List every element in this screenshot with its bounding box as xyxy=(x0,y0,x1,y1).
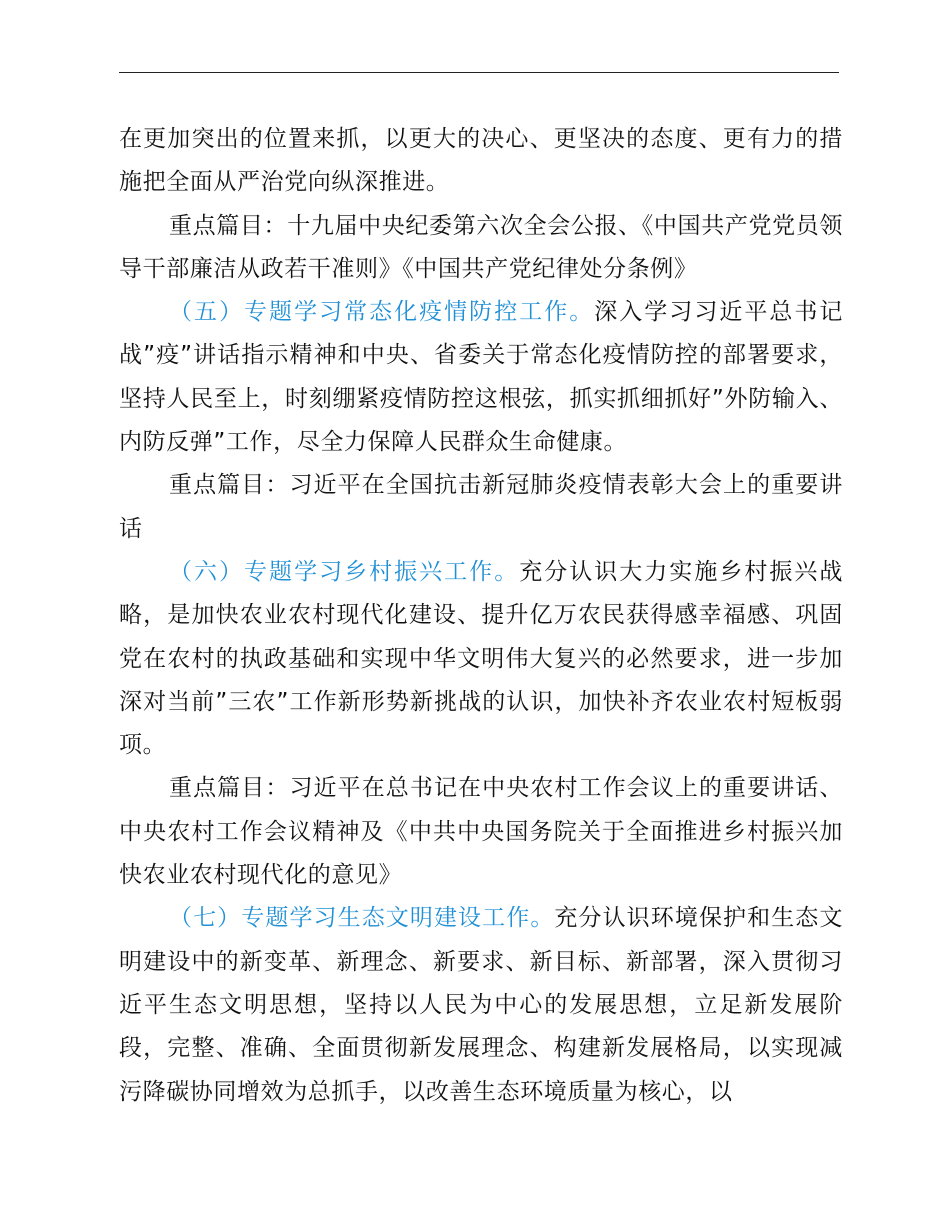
paragraph-text: 在更加突出的位置来抓，以更大的决心、更坚决的态度、更有力的措施把全面从严治党向纵深推进。 xyxy=(119,126,843,196)
paragraph-text: 重点篇目：习近平在总书记在中央农村工作会议上的重要讲话、中央农村工作会议精神及《中共中央国务院关于全面推进乡村振兴加快农业农村现代化的意见》 xyxy=(119,775,843,889)
section-six-heading: （六）专题学习乡村振兴工作。 xyxy=(169,558,520,585)
paragraph-text: 深入学习习近平总书记战”疫”讲话指示精神和中央、省委关于常态化疫情防控的部署要求，坚持人民至上，时刻绷紧疫情防控这根弦，抓实抓细抓好”外防输入、内防反弹”工作，尽全力保障人民群众生命健康。 xyxy=(119,299,844,456)
key-readings-paragraph xyxy=(119,767,843,897)
key-readings-paragraph xyxy=(119,464,843,551)
section-five-heading: （五）专题学习常态化疫情防控工作。 xyxy=(169,299,595,326)
section-five-paragraph xyxy=(119,291,843,464)
section-seven-paragraph xyxy=(119,897,843,1113)
header-rule xyxy=(119,72,839,73)
section-six-paragraph xyxy=(119,551,843,767)
paragraph-text: 充分认识环境保护和生态文明建设中的新变革、新理念、新要求、新目标、新部署，深入贯彻习近平生态文明思想，坚持以人民为中心的发展思想，立足新发展阶段，完整、准确、全面贯彻新发展理念、构建新发展格局，以实现减污降碳协同增效为总抓手，以改善生态环境质量为核心，以 xyxy=(119,905,843,1105)
document-body xyxy=(119,118,843,1114)
paragraph-text: 充分认识大力实施乡村振兴战略，是加快农业农村现代化建设、提升亿万农民获得感幸福感、巩固党在农村的执政基础和实现中华文明伟大复兴的必然要求，进一步加深对当前”三农”工作新形势新挑战的认识，加快补齐农业农村短板弱项。 xyxy=(119,558,843,759)
paragraph-text: 重点篇目：习近平在全国抗击新冠肺炎疫情表彰大会上的重要讲话 xyxy=(119,472,843,542)
paragraph-text: 重点篇目：十九届中央纪委第六次全会公报、《中国共产党党员领导干部廉洁从政若干准则》《中国共产党纪律处分条例》 xyxy=(119,212,843,282)
key-readings-paragraph xyxy=(119,205,843,292)
section-seven-heading: （七）专题学习生态文明建设工作。 xyxy=(169,905,555,932)
paragraph-continuation xyxy=(119,118,843,205)
